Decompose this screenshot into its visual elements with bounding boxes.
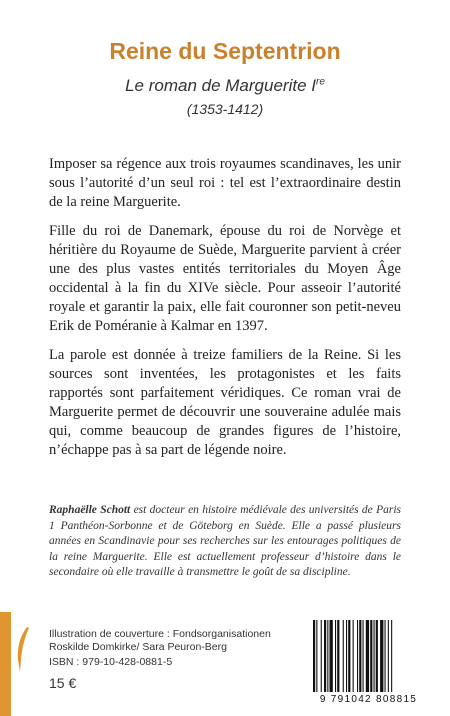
subtitle-text: Le roman de Marguerite I: [125, 76, 316, 95]
price: 15 €: [49, 675, 77, 691]
author-bio-text: est docteur en histoire médiévale des universités de Paris 1 Panthéon-Sorbonne et de Göteborg en Suède. Elle a passé plusieurs années en Scandinavie pour ses recherches sur les entourages politiques de la reine Marguerite. Elle est actuellement professeur d’histoire dans le secondaire où elle travaille à transmettre le goût de sa discipline.: [49, 504, 402, 578]
quill-icon: [14, 626, 30, 674]
blurb: [49, 155, 401, 470]
subtitle-superscript: re: [315, 76, 325, 88]
blurb-paragraph-3: La parole est donnée à treize familiers de la Reine. Si les sources sont inventées, les protagonistes et les faits rapportés sont parfaitement véridiques. Ce roman vrai de Marguerite permet de découvrir une souveraine adulée mais qui, comme beaucoup de grandes figures de l’histoire, n’échappe pas à sa part de légende noire.: [49, 347, 401, 458]
barcode: [309, 618, 428, 702]
accent-bar: [0, 612, 11, 716]
author-bio: [49, 503, 401, 581]
author-name: Raphaëlle Schott: [49, 504, 131, 516]
barcode-digits: 9 791042 808815: [319, 694, 418, 705]
blurb-paragraph-1: Imposer sa régence aux trois royaumes scandinaves, les unir sous l’autorité d’un seul roi : tel est l’extraordinaire destin de la reine Marguerite.: [49, 156, 401, 210]
blurb-paragraph-2: Fille du roi de Danemark, épouse du roi de Norvège et héritière du Royaume de Suède, Marguerite parvient à créer une des plus vastes entités territoriales du Moyen Âge occidental à la fin du XIVe siècle. Pour asseoir l’autorité royale et garantir la paix, elle fait couronner son petit-neveu Erik de Poméranie à Kalmar en 1397.: [49, 223, 401, 334]
credit-line-2: Roskilde Domkirke/ Sara Peuron-Berg: [49, 641, 227, 653]
cover-credit: [49, 628, 271, 654]
isbn: ISBN : 979-10-428-0881-5: [49, 656, 173, 668]
book-title: Reine du Septentrion: [109, 38, 341, 64]
book-subtitle: [0, 76, 450, 96]
book-dates: (1353-1412): [186, 101, 264, 117]
credit-line-1: Illustration de couverture : Fondsorganisationen: [49, 628, 271, 640]
